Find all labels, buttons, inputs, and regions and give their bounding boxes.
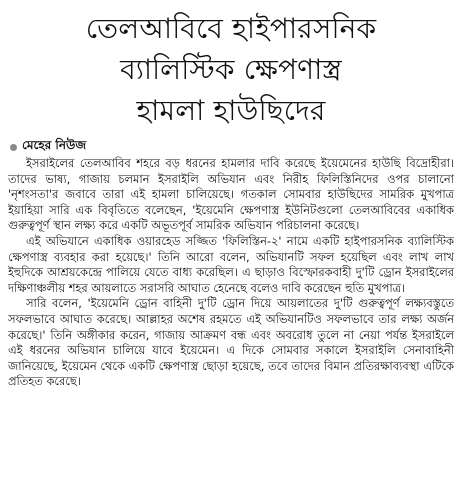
paragraph-2: এই অভিযানে একাধিক ওয়ারহেড সজ্জিত 'ফিলিস্তিন-২' নামে একটি হাইপারসনিক ব্যালিস্টিক ক্ষেপণাস্ত্র ব্যবহার করা হয়েছে।' তিনি আরো বলেন, অভিযানটি সফল হয়েছিল এবং লাখ লাখ ইহুদিকে আশ্রয়কেন্দ্রে পালিয়ে যেতে বাধ্য করেছিল। এ ছাড়াও বিস্ফোরকবাহী দু'টি ড্রোন ইসরাইলের দক্ষিণাঞ্চলীয় শহর আয়লাতে সরাসরি আঘাত হেনেছে বলেও দাবি করেছেন হুতি মুখপাত্র। — [8, 233, 454, 295]
article-body — [8, 156, 454, 390]
byline — [8, 139, 454, 155]
headline — [8, 8, 454, 131]
paragraph-3: সারি বলেন, 'ইয়েমেনি ড্রোন বাহিনী দু'টি ড্রোন দিয়ে আয়লাতের দু'টি গুরুত্বপূর্ণ লক্ষ্যবস্তুতে সফলভাবে আঘাত করেছে। আল্লাহর অশেষ রহমতে এই অভিযানটিও সফলভাবে তার লক্ষ্য অর্জন করেছে।' তিনি অঙ্গীকার করেন, গাজায় আক্রমণ বন্ধ এবং অবরোধ তুলে না নেয়া পর্যন্ত ইসরাইলে এই ধরনের অভিযান চালিয়ে যাবে ইয়েমেন। এ দিকে সোমবার সকালে ইসরাইলি সেনাবাহিনী জানিয়েছে, ইয়েমেন থেকে একটি ক্ষেপণাস্ত্র ছোড়া হয়েছে, তবে তাদের বিমান প্রতিরক্ষাব্যবস্থা এটিকে প্রতিহত করেছে। — [8, 296, 454, 389]
paragraph-1: ইসরাইলের তেলআবিব শহরে বড় ধরনের হামলার দাবি করেছে ইয়েমেনের হাউছি বিদ্রোহীরা। তাদের ভাষ্য, গাজায় চলমান ইসরাইলি অভিযান এবং নিরীহ ফিলিস্তিনিদের ওপর চালানো 'নৃশংসতা'র জবাবে তারা এই হামলা চালিয়েছে। গতকাল সোমবার হাউছিদের সামরিক মুখপাত্র ইয়াহিয়া সারি এক বিবৃতিতে বলেছেন, 'ইয়েমেনি ক্ষেপণাস্ত্র ইউনিটগুলো তেলআবিবের একাধিক গুরুত্বপূর্ণ স্থান লক্ষ্য করে একটি অভূতপূর্ব সামরিক অভিযান পরিচালনা করেছে। — [8, 156, 454, 233]
bullet-icon — [10, 144, 17, 151]
headline-line-3: হামলা হাউছিদের — [136, 94, 326, 127]
byline-source: মেহের নিউজ — [22, 138, 87, 152]
headline-line-2: ব্যালিস্টিক ক্ষেপণাস্ত্র — [120, 53, 342, 86]
headline-line-1: তেলআবিবে হাইপারসনিক — [85, 12, 377, 45]
